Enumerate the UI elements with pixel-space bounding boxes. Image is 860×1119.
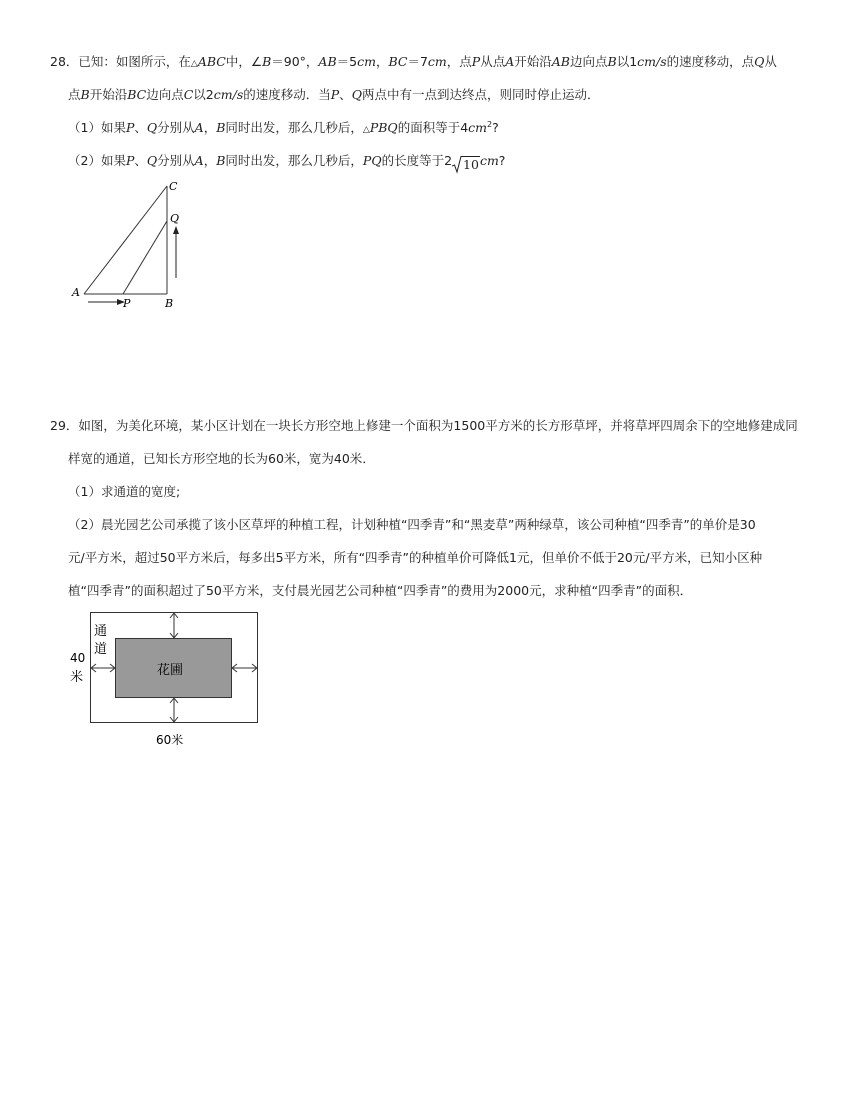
q29-subquestion-1: （1）求通道的宽度;	[68, 484, 181, 499]
q29-subquestion-2-line3: 植“四季青”的面积超过了50平方米，支付晨光园艺公司种植“四季青”的费用为2000元，求种植“四季青”的面积．	[68, 583, 693, 598]
arrow-up-icon	[173, 226, 179, 234]
label-length: 60米	[156, 733, 184, 747]
label-passage-1: 通	[94, 624, 108, 639]
q29-subquestion-2-line1: （2）晨光园艺公司承揽了该小区草坪的种植工程，计划种植“四季青”和“黑麦草”两种绿草，该公司种植“四季青”的单价是30	[68, 517, 756, 532]
label-passage-2: 道	[94, 642, 108, 657]
q29-line1: 29．如图，为美化环境，某小区计划在一块长方形空地上修建一个面积为1500平方米的长方形草坪，并将草坪四周余下的空地修建成同	[50, 418, 798, 433]
label-c: C	[169, 180, 178, 193]
q28-triangle-figure	[66, 176, 196, 312]
q28-subquestion-2: （2）如果P、Q分别从A，B同时出发，那么几秒后，PQ的长度等于2 10cm?	[68, 153, 506, 172]
side-ac	[84, 186, 167, 294]
label-a: A	[72, 286, 80, 299]
q29-garden-figure	[66, 608, 266, 750]
segment-pq	[123, 221, 167, 294]
label-width-value: 40	[70, 651, 86, 665]
label-p: P	[123, 297, 131, 310]
label-width-unit: 米	[70, 670, 84, 685]
label-garden: 花圃	[157, 663, 184, 678]
q28-subquestion-1: （1）如果P、Q分别从A，B同时出发，那么几秒后，△PBQ的面积等于$4cm^2$?	[68, 120, 499, 135]
sqrt-expression: 10	[452, 156, 480, 174]
q29-line2: 样宽的通道，已知长方形空地的长为60米，宽为40米．	[68, 451, 375, 466]
q28-line1: 28．已知：如图所示，在△ABC中，∠B＝90°，AB＝5cm，BC＝7cm，点P从点A开始沿AB边向点B以1cm/s的速度移动，点Q从	[50, 54, 777, 69]
q28-line2: 点B开始沿BC边向点C以2cm/s的速度移动．当P、Q两点中有一点到达终点，则同时停止运动．	[68, 87, 600, 102]
label-b: B	[165, 297, 174, 310]
q29-subquestion-2-line2: 元/平方米，超过50平方米后，每多出5平方米，所有“四季青”的种植单价可降低1元，但单价不低于20元/平方米，已知小区种	[68, 550, 763, 565]
label-q: Q	[170, 212, 180, 225]
